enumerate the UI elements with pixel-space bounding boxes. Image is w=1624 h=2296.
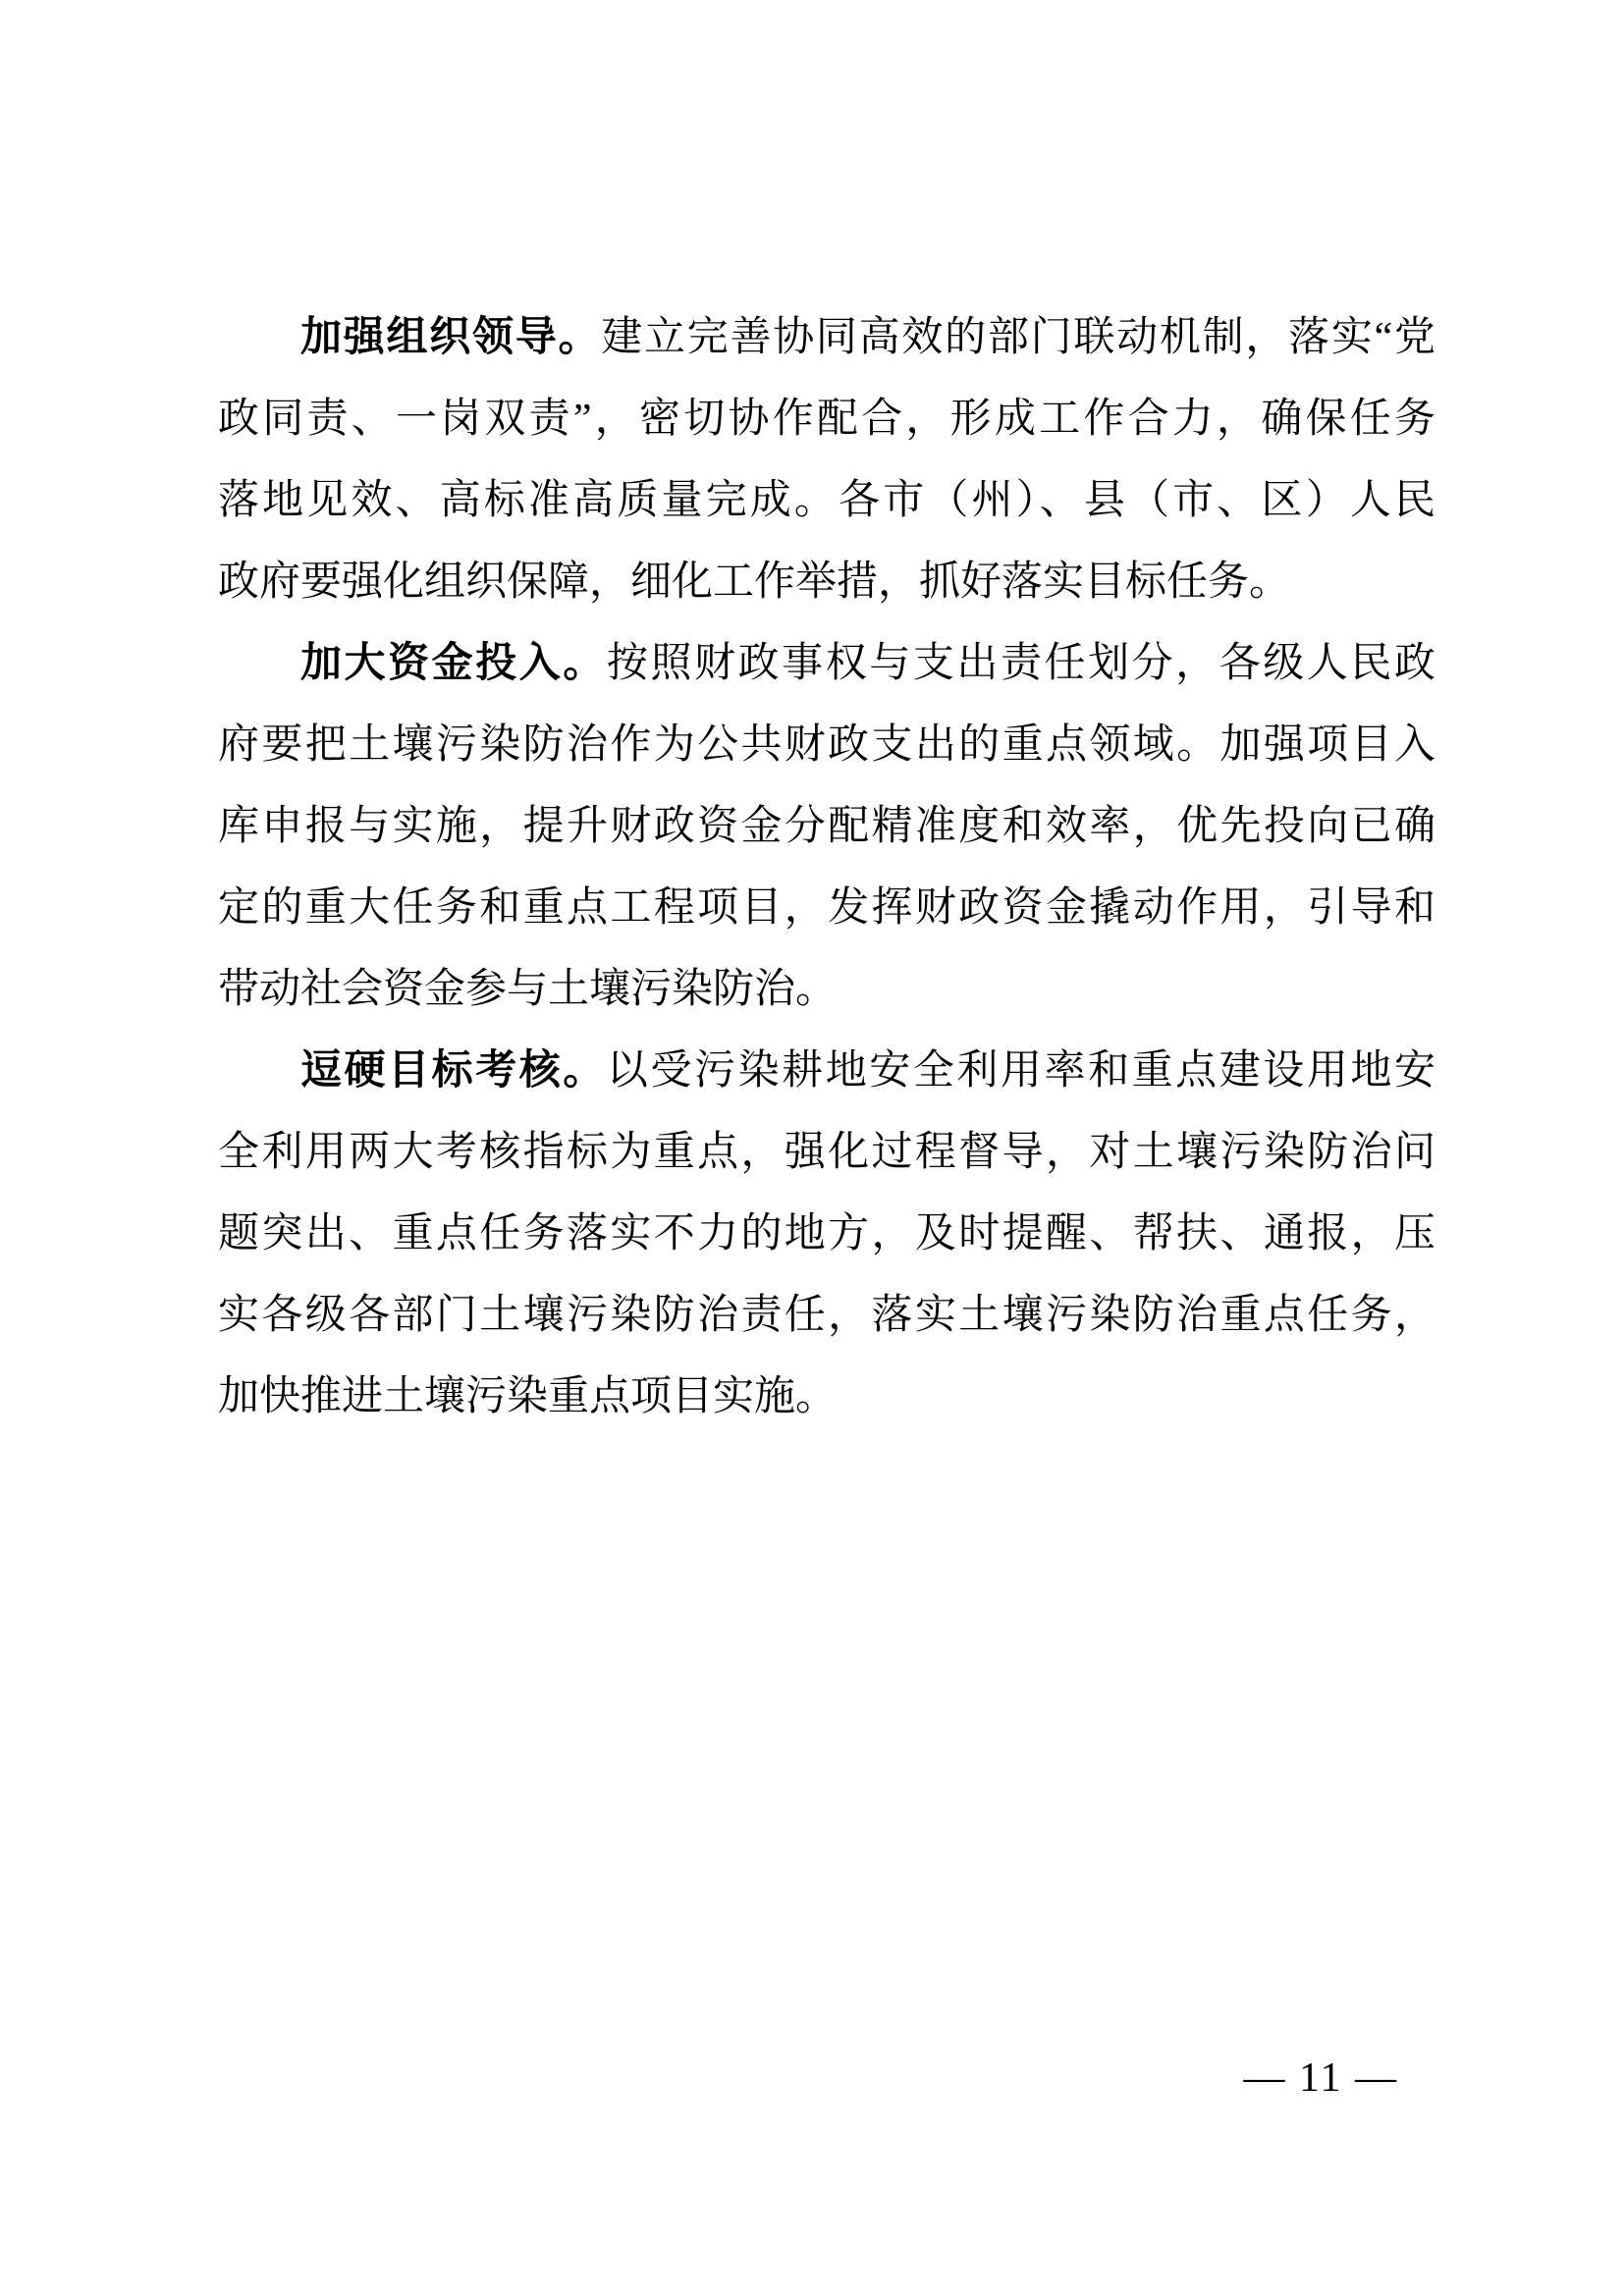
text-line: 政府要强化组织保障，细化工作举措，抓好落实目标任务。 xyxy=(218,560,1291,605)
paragraph xyxy=(218,297,1435,623)
text-line: 政同责、一岗双责”，密切协作配合，形成工作合力，确保任务 xyxy=(218,397,1435,442)
text-line: 题突出、重点任务落实不力的地方，及时提醒、帮扶、通报，压 xyxy=(218,1211,1435,1256)
text-line: 加大资金投入。按照财政事权与支出责任划分，各级人民政 xyxy=(300,641,1435,686)
text-line: 实各级各部门土壤污染防治责任，落实土壤污染防治重点任务， xyxy=(218,1293,1435,1338)
text-line: 全利用两大考核指标为重点，强化过程督导，对土壤污染防治问 xyxy=(218,1130,1435,1175)
text-line: 加快推进土壤污染重点项目实施。 xyxy=(218,1374,838,1419)
text-line: 落地见效、高标准高质量完成。各市（州）、县（市、区）人民 xyxy=(218,478,1435,523)
page-number: — 11 — xyxy=(1243,2056,1398,2101)
text-line: 带动社会资金参与土壤污染防治。 xyxy=(218,967,838,1012)
text-line: 逗硬目标考核。以受污染耕地安全利用率和重点建设用地安 xyxy=(300,1048,1435,1094)
document-body xyxy=(218,297,1435,1438)
text-line: 加强组织领导。建立完善协同高效的部门联动机制，落实“党 xyxy=(300,315,1435,360)
text-line: 库申报与实施，提升财政资金分配精准度和效率，优先投向已确 xyxy=(218,804,1435,849)
paragraph-lead: 加大资金投入。 xyxy=(300,641,607,686)
paragraph xyxy=(218,1031,1435,1438)
paragraph xyxy=(218,623,1435,1031)
text-line: 定的重大任务和重点工程项目，发挥财政资金撬动作用，引导和 xyxy=(218,885,1435,931)
paragraph-lead: 加强组织领导。 xyxy=(300,315,602,360)
text-line: 府要把土壤污染防治作为公共财政支出的重点领域。加强项目入 xyxy=(218,722,1435,768)
paragraph-lead: 逗硬目标考核。 xyxy=(300,1048,607,1094)
